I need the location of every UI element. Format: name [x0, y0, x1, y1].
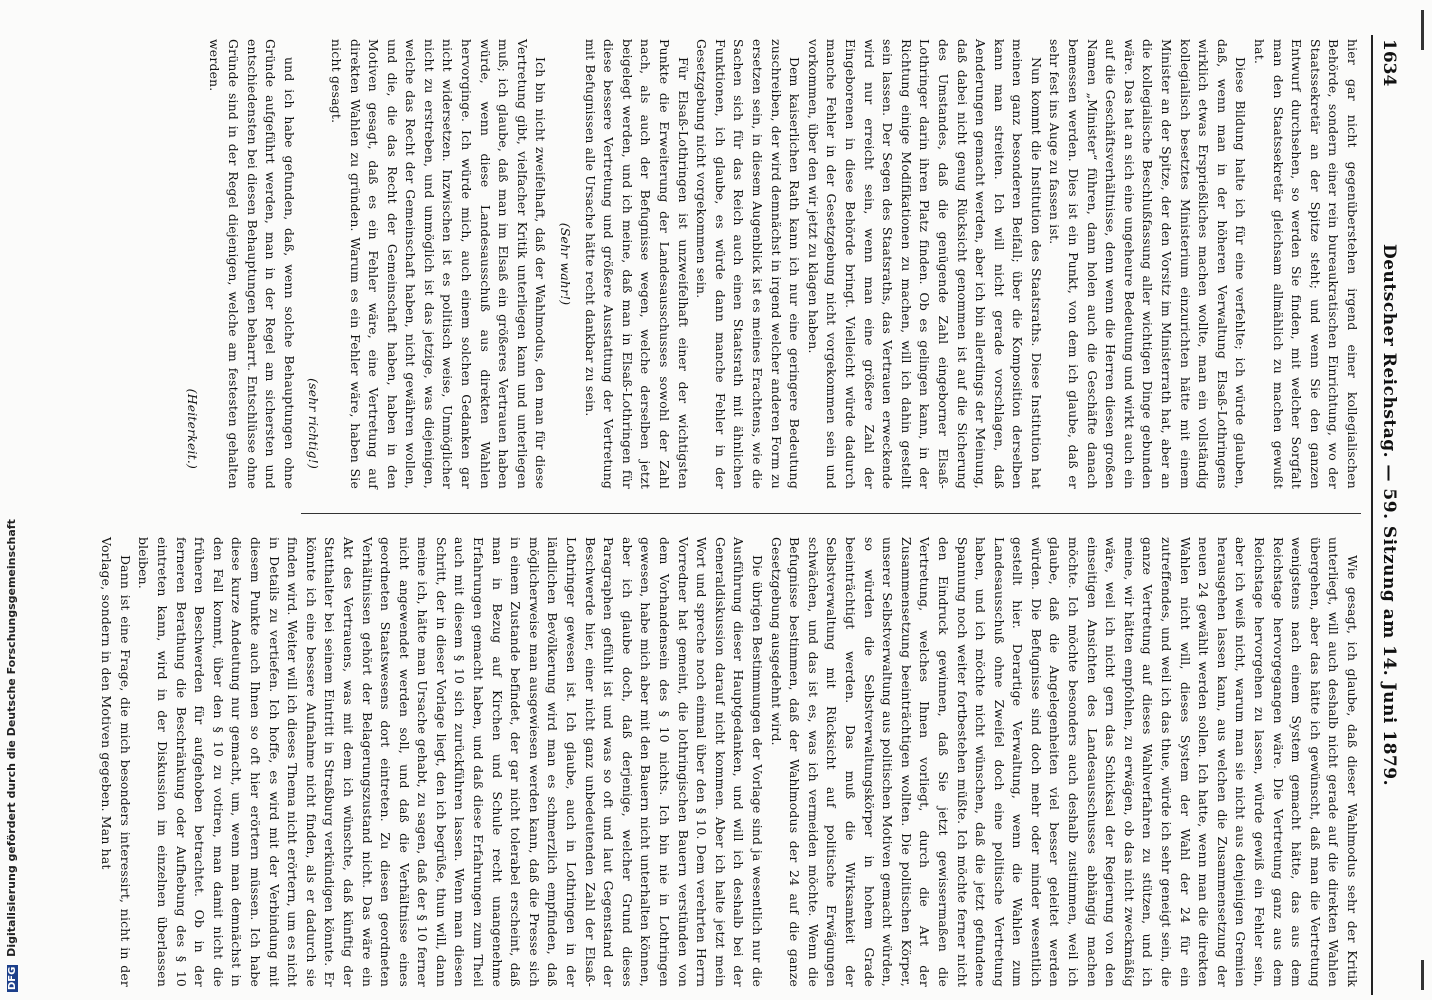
interjection: (sehr richtig!)	[306, 378, 322, 469]
digitization-footer	[5, 519, 18, 992]
page-number: 1634	[1379, 39, 1399, 87]
paragraph: Ich bin nicht zweifelhaft, daß der Wahlmodus, den man für diese Vertretung gibt, vielfacher Kritik unterliegen kann und unterliegen muß; ich glaube, daß man im Elsaß ein größeres Vertrauen haben würde, wenn diese Landesausschuß aus direkten Wahlen hervorginge. Ich würde mich, auch einem solchen Gedanken gar nicht widersetzen. Inzwischen ist es politisch weise, Unmöglicher nicht zu erstreben, und unmöglich ist das jetzige, was diejenigen, welche das Recht der Gemeinschaft haben, nicht gewähren wollen, und die, die das Recht der Gemeinschaft haben, haben in den Motiven gesagt, daß es ein Fehler wäre, eine Vertretung auf direkten Wahlen zu gründen. Warum es ein Fehler wäre, haben Sie nicht gesagt.	[328, 39, 549, 489]
paragraph: Wie gesagt, ich glaube, daß dieser Wahlmodus sehr der Kritik unterliegt, will auch deshalb nicht gerade auf die direkten Wahlen übergehen, aber das hätte ich gewünscht, daß man die Vertretung wenigstens nach einem System gemacht hätte, das aus dem Reichstage hervorgegangen wäre. Die Vertretung ganz aus dem Reichstage hervorgehen zu lassen, würde gewiß ein Fehler sein, aber ich weiß nicht, warum man sie nicht aus denjenigen Gremien herausgehen lassen kann, aus welchen die Zusammensetzung der neuen 24 gewählt werden sollen. Ich hatte, wenn man die direkten Wahlen nicht will, dieses System der Wahl der 24 für ein zutreffendes, und weil ich das thue, würde ich sehr geneigt sein, die ganze Vertretung auf dieses Wahlverfahren zu stützen, und ich meine, wir hätten empfohlen, zu erwägen, ob das nicht zweckmäßig wäre, weil ich nicht gern das Schicksal der Regierung von den einseitigen Ansichten des Landesausschusses abhängig machen möchte. Ich möchte besonders auch deshalb zustimmen, weil ich glaube, daß die Angelegenheiten viel besser geleitet werden würden. Die Befugnisse sind doch mehr oder minder wesentlich gestellt hier. Derartige Verwaltung, wenn die Wahlen zum Landesausschuß ohne Zweifel doch eine politische Vertretung haben, und ich möchte nicht wünschen, daß die jetzt gefundene Spannung noch weiter fortbestehen müßte. Ich möchte ferner nicht den Eindruck gewinnen, daß Sie jetzt gewissermaßen die Vertretung, welches Ihnen vorliegt, durch die Art der Zusammensetzung beeinträchtigen wollten. Die politischen Körper, unserer Selbstverwaltung aus politischen Motiven gemacht würden, so würden die Selbstverwaltungskörper in hohem Grade beeinträchtigt werden. Das muß die Wirksamkeit der Selbstverwaltung mit Rücksicht auf politische Erwägungen schwächen, und das ist es, was ich vermeiden möchte. Wenn die Befugnisse bestimmen, daß der Wahlmodus der 24 auf die ganze Gesetzgebung ausgedehnt wird.	[768, 537, 1360, 987]
paragraph: Dann ist eine Frage, die mich besonders interessirt, nicht in der Vorlage, sondern in den Motiven gegeben. Man hat	[99, 537, 133, 987]
paragraph: Nun kommt die Institution des Staatsraths. Diese Institution hat meinen ganz besonderen Beifall; über die Komposition derselben kann man streiten. Ich will nicht gerade vorschlagen, daß Aenderungen gemacht werden, aber ich bin allerdings der Meinung, daß dabei nicht genug Rücksicht genommen ist auf die Sicherung des Umstandes, daß die genügende Zahl eingeborner Elsaß-Lothringer darin ihren Platz finden. Ob es gelingen kann, in der Richtung einige Modifikationen zu machen, will ich dahin gestellt sein lassen. Der Segen des Staatsraths, das Vertrauen erweckende wird nur erreicht sein, wenn man eine größere Zahl der Eingeborenen in diese Behörde bringt. Vielleicht würde dadurch manche Fehler in der Gesetzgebung nicht vorgekommen sein und vorkommen, über den wir jetzt zu klagen haben.	[805, 39, 1044, 489]
paragraph: und ich habe gefunden, daß, wenn solche Behauptungen ohne Gründe aufgeführt werden, man in der Regel am sichersten und entschiedensten bei diesen Behauptungen beharrt. Entschlüsse ohne Gründe sind in der Regel diejenigen, welche am festesten gehalten werden.	[207, 39, 297, 489]
dfg-logo: DFG	[7, 966, 18, 990]
page-header	[1371, 25, 1405, 1005]
text-column-left	[176, 39, 1361, 489]
running-title: Deutscher Reichstag. — 59. Sitzung am 14. Juni 1879.	[1379, 244, 1399, 786]
paragraph: Für Elsaß-Lothringen ist unzweifelhaft einer der wichtigsten Punkte die Erweiterung der Landesausschusses sowohl der Zahl nach, als auch der Befugnisse wegen, welche derselben jetzt beigelegt werden, und ich meine, daß man in Elsaß-Lothringen für diese bessere Vertretung und größere Ausstattung der Vertretung mit Befugnissen alle Ursache hätte recht dankbar zu sein.	[582, 39, 691, 489]
column-divider	[301, 513, 1361, 514]
paragraph: hier gar nicht gegenüberstehen irgend einer kollegialischen Behörde, sondern einer rein bureaukratischen Einrichtung, wo der Staatssekretär an der Spitze steht; und wenn Sie den ganzen Entwurf durchsehen, so werden Sie finden, mit welcher Sorgfalt man den Staatssekretär gleichsam allmählich zu machen gewußt hat.	[1252, 39, 1360, 489]
paragraph: Diese Bildung halte ich für eine verfehlte; ich würde glauben, daß, wenn man in der höheren Verwaltung Elsaß-Lothringens wirklich etwas Ersprießliches machen wollte, man ein vollständig kollegialisch besetztes Ministerium einzurichten hätte mit einem Minister an der Spitze, der den Vorsitz im Ministerrath hat, aber an die kollegialische Beschlußfassung aller wichtigen Dinge gebunden wäre. Das hat an sich eine ungeheure Bedeutung und wirkt auch ein auf die Geschäftsverhältnisse, denn wenn die Herren diesen großen Namen „Minister“ führen, dann holen auch die Geschäfte danach bemessen werden. Dies ist ein Punkt, von dem ich glaube, daß er sehr fest ins Auge zu fassen ist.	[1047, 39, 1249, 489]
interjection: (Sehr wahr!)	[558, 222, 574, 306]
paragraph: Die übrigen Bestimmungen der Vorlage sind ja wesentlich nur die Ausführung dieser Hauptgedanken, und will ich deshalb bei der Generaldiskussion darauf nicht kommen. Aber ich halte jetzt mein Wort und spreche noch einmal über den § 10. Dem verehrten Herrn Vorredner hat gemeint, die lothringischen Bauern verstünden von dem Vorhandensein des § 10 nichts. Ich bin nie in Lothringen gewesen, habe mich aber mit den Bauern nicht unterhalten können, aber ich glaube doch, daß derjenige, welcher Grund dieses Paragraphen gefühlt ist und was so oft und laut Gegenstand der Beschwerde hier, einer nicht ganz unbedeutenden Zahl der Elsaß-Lothringer gewesen ist. Ich glaube, auch in Lothringen in der ländlichen Bevölkerung wird man es schmerzlich empfinden, daß möglicherweise man ausgewiesen werden kann, daß die Presse sich in einem Zustande befindet, der gar nicht tolerabel erscheint, daß man in Bezug auf Kirchen und Schule recht unangenehme Erfahrungen gemacht haben, und daß diese Erfahrungen zum Theil auch mit diesem § 10 sich zurückführen lassen. Wenn man diesen Schritt, der in dieser Vorlage liegt, den ich begrüße, thun will, dann meine ich, hätte man Ursache gehabt, zu sagen, daß der § 10 ferner nicht angewendet werden soll, und daß die Verhältnisse eines geordneten Staatswesens dort eintreten. Zu diesen geordneten Verhältnissen gehört der Belagerungszustand nicht. Das wäre ein Akt des Vertrauens, was mit dem ich wünschte, daß künftig der Statthalter bei seinem Eintritt in Straßburg verkündigen könnte. Er könnte ich eine bessere Aufnahme nicht finden, als er dadurch sie finden wird. Weiter will ich dieses Thema nicht erörtern, um es nicht in Details zu vertiefen. Ich hoffe, es wird mit der Verbindung mit diesem Punkte auch Ihnen so oft hier erörtern müssen. Ich habe diese kurze Andeutung nur gemacht, um, wenn man demnächst in den Fall kommt, über den § 10 zu votiren, man damit nicht die früheren Beschwerden für aufgehoben betrachtet. Ob in der ferneren Berathung die Beschränkung oder Aufhebung des § 10 eintreten kann, wird in der Diskussion im einzelnen überlassen bleiben.	[136, 537, 765, 987]
edge-mark	[1421, 10, 1424, 50]
text-column-right	[97, 537, 1361, 987]
edge-mark	[1421, 960, 1424, 990]
paragraph: Dem kaiserlichen Rath kann ich nur eine geringere Bedeutung zuschreiben, der wird demnächst in irgend welcher anderen Form zu ersetzen sein, in diesem Augenblick ist es meines Erachtens, wie die Sachen sich für das Reich auch einen Staatsrath mit ähnlichen Funktionen, ich glaube, es würde dann manche Fehler in der Gesetzgebung nicht vorgekommen sein.	[694, 39, 803, 489]
interjection: (Heiterkeit.)	[184, 388, 200, 469]
header-rule	[1371, 35, 1373, 995]
digitization-notice: Digitalisierung gefördert durch die Deutsche Forschungsgemeinschaft	[5, 519, 18, 957]
document-page	[99, 25, 1405, 1005]
